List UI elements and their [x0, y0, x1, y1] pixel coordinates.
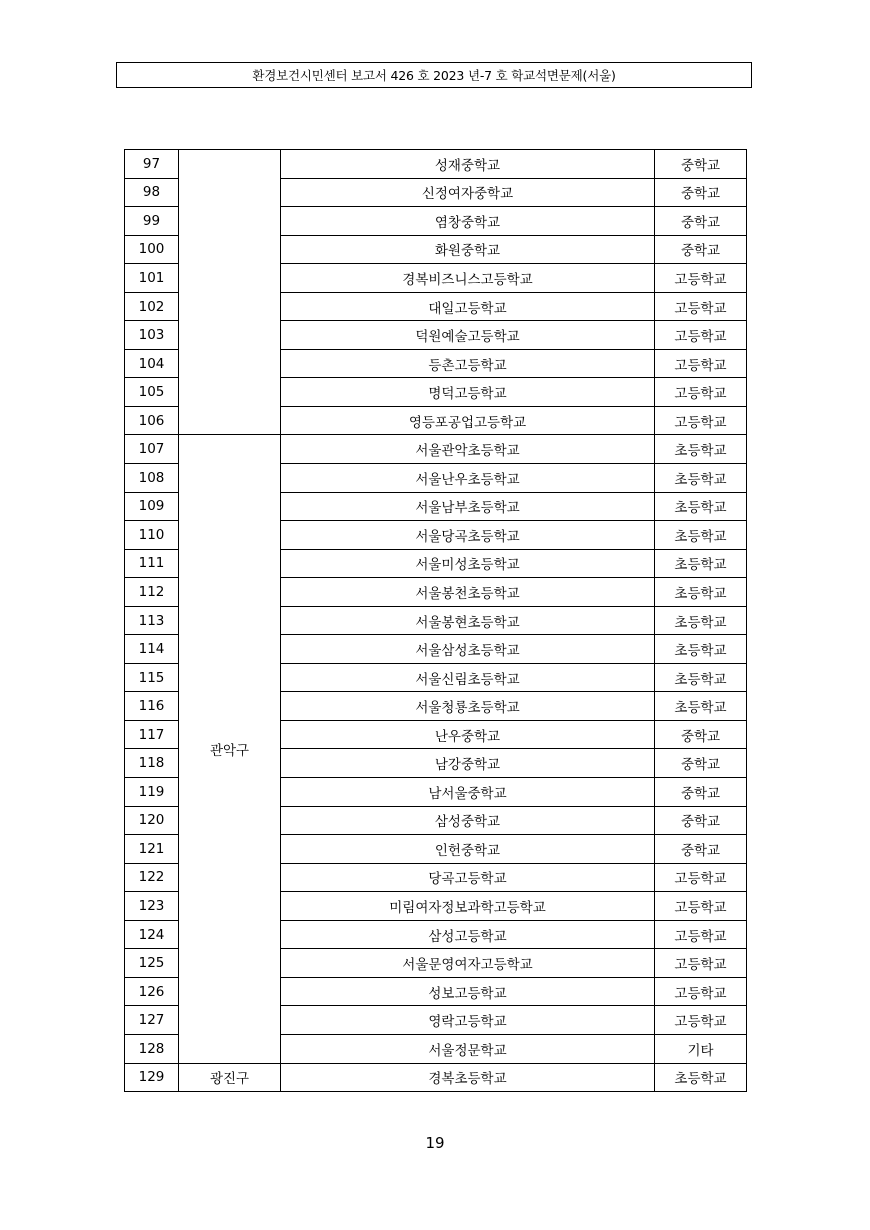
- school-type: 초등학교: [655, 521, 747, 550]
- school-name: 서울삼성초등학교: [281, 635, 655, 664]
- table-row: [125, 1063, 747, 1092]
- row-number: 129: [125, 1063, 179, 1092]
- school-name: 인헌중학교: [281, 835, 655, 864]
- row-number: 116: [125, 692, 179, 721]
- row-number: 108: [125, 464, 179, 493]
- school-name: 서울봉천초등학교: [281, 578, 655, 607]
- school-type: 중학교: [655, 749, 747, 778]
- table-row: [125, 435, 747, 464]
- page-number: 19: [425, 1134, 445, 1152]
- school-type: 중학교: [655, 235, 747, 264]
- row-number: 103: [125, 321, 179, 350]
- school-name: 명덕고등학교: [281, 378, 655, 407]
- school-name: 당곡고등학교: [281, 863, 655, 892]
- school-type: 중학교: [655, 207, 747, 236]
- row-number: 105: [125, 378, 179, 407]
- school-name: 서울당곡초등학교: [281, 521, 655, 550]
- school-name: 영등포공업고등학교: [281, 406, 655, 435]
- school-name: 서울관악초등학교: [281, 435, 655, 464]
- school-type: 고등학교: [655, 321, 747, 350]
- school-type: 중학교: [655, 178, 747, 207]
- school-name: 덕원예술고등학교: [281, 321, 655, 350]
- school-name: 서울남부초등학교: [281, 492, 655, 521]
- row-number: 128: [125, 1034, 179, 1063]
- school-type: 중학교: [655, 778, 747, 807]
- school-type: 중학교: [655, 720, 747, 749]
- school-type: 초등학교: [655, 578, 747, 607]
- school-type: 중학교: [655, 150, 747, 179]
- report-title: 환경보건시민센터 보고서 426 호 2023 년-7 호 학교석면문제(서울): [252, 68, 616, 83]
- school-type: 초등학교: [655, 692, 747, 721]
- school-name: 영락고등학교: [281, 1006, 655, 1035]
- school-type: 고등학교: [655, 949, 747, 978]
- school-type: 초등학교: [655, 549, 747, 578]
- row-number: 109: [125, 492, 179, 521]
- row-number: 97: [125, 150, 179, 179]
- school-type: 초등학교: [655, 435, 747, 464]
- table-row: [125, 150, 747, 179]
- row-number: 106: [125, 406, 179, 435]
- school-name: 등촌고등학교: [281, 349, 655, 378]
- school-name: 서울신림초등학교: [281, 663, 655, 692]
- row-number: 100: [125, 235, 179, 264]
- school-name: 삼성중학교: [281, 806, 655, 835]
- school-name: 서울봉현초등학교: [281, 606, 655, 635]
- district-cell: 광진구: [179, 1063, 281, 1092]
- school-type: 고등학교: [655, 1006, 747, 1035]
- row-number: 107: [125, 435, 179, 464]
- row-number: 114: [125, 635, 179, 664]
- row-number: 118: [125, 749, 179, 778]
- row-number: 113: [125, 606, 179, 635]
- school-type: 중학교: [655, 806, 747, 835]
- school-name: 신정여자중학교: [281, 178, 655, 207]
- district-cell: [179, 150, 281, 435]
- school-name: 대일고등학교: [281, 292, 655, 321]
- school-name: 서울청룡초등학교: [281, 692, 655, 721]
- row-number: 115: [125, 663, 179, 692]
- row-number: 112: [125, 578, 179, 607]
- school-type: 고등학교: [655, 292, 747, 321]
- school-type: 초등학교: [655, 663, 747, 692]
- school-type: 초등학교: [655, 606, 747, 635]
- school-type: 초등학교: [655, 635, 747, 664]
- row-number: 102: [125, 292, 179, 321]
- school-name: 염창중학교: [281, 207, 655, 236]
- row-number: 101: [125, 264, 179, 293]
- report-header: [116, 62, 752, 88]
- school-type: 초등학교: [655, 464, 747, 493]
- school-type: 초등학교: [655, 1063, 747, 1092]
- school-name: 성보고등학교: [281, 977, 655, 1006]
- school-type: 고등학교: [655, 892, 747, 921]
- school-type: 고등학교: [655, 406, 747, 435]
- row-number: 120: [125, 806, 179, 835]
- school-name: 경복비즈니스고등학교: [281, 264, 655, 293]
- row-number: 99: [125, 207, 179, 236]
- row-number: 98: [125, 178, 179, 207]
- school-name: 남강중학교: [281, 749, 655, 778]
- school-table-body: [125, 150, 747, 1092]
- school-type: 고등학교: [655, 920, 747, 949]
- row-number: 111: [125, 549, 179, 578]
- school-name: 성재중학교: [281, 150, 655, 179]
- school-type: 고등학교: [655, 349, 747, 378]
- row-number: 117: [125, 720, 179, 749]
- district-cell: 관악구: [179, 435, 281, 1063]
- school-name: 서울미성초등학교: [281, 549, 655, 578]
- school-name: 미림여자정보과학고등학교: [281, 892, 655, 921]
- school-name: 경복초등학교: [281, 1063, 655, 1092]
- row-number: 104: [125, 349, 179, 378]
- school-type: 기타: [655, 1034, 747, 1063]
- school-name: 삼성고등학교: [281, 920, 655, 949]
- school-table: [124, 149, 747, 1092]
- school-type: 초등학교: [655, 492, 747, 521]
- row-number: 126: [125, 977, 179, 1006]
- row-number: 119: [125, 778, 179, 807]
- school-name: 남서울중학교: [281, 778, 655, 807]
- row-number: 127: [125, 1006, 179, 1035]
- school-type: 중학교: [655, 835, 747, 864]
- row-number: 124: [125, 920, 179, 949]
- school-type: 고등학교: [655, 863, 747, 892]
- row-number: 121: [125, 835, 179, 864]
- row-number: 123: [125, 892, 179, 921]
- row-number: 122: [125, 863, 179, 892]
- school-name: 난우중학교: [281, 720, 655, 749]
- row-number: 110: [125, 521, 179, 550]
- school-type: 고등학교: [655, 378, 747, 407]
- row-number: 125: [125, 949, 179, 978]
- school-name: 화원중학교: [281, 235, 655, 264]
- school-name: 서울정문학교: [281, 1034, 655, 1063]
- school-type: 고등학교: [655, 264, 747, 293]
- school-type: 고등학교: [655, 977, 747, 1006]
- school-name: 서울문영여자고등학교: [281, 949, 655, 978]
- school-name: 서울난우초등학교: [281, 464, 655, 493]
